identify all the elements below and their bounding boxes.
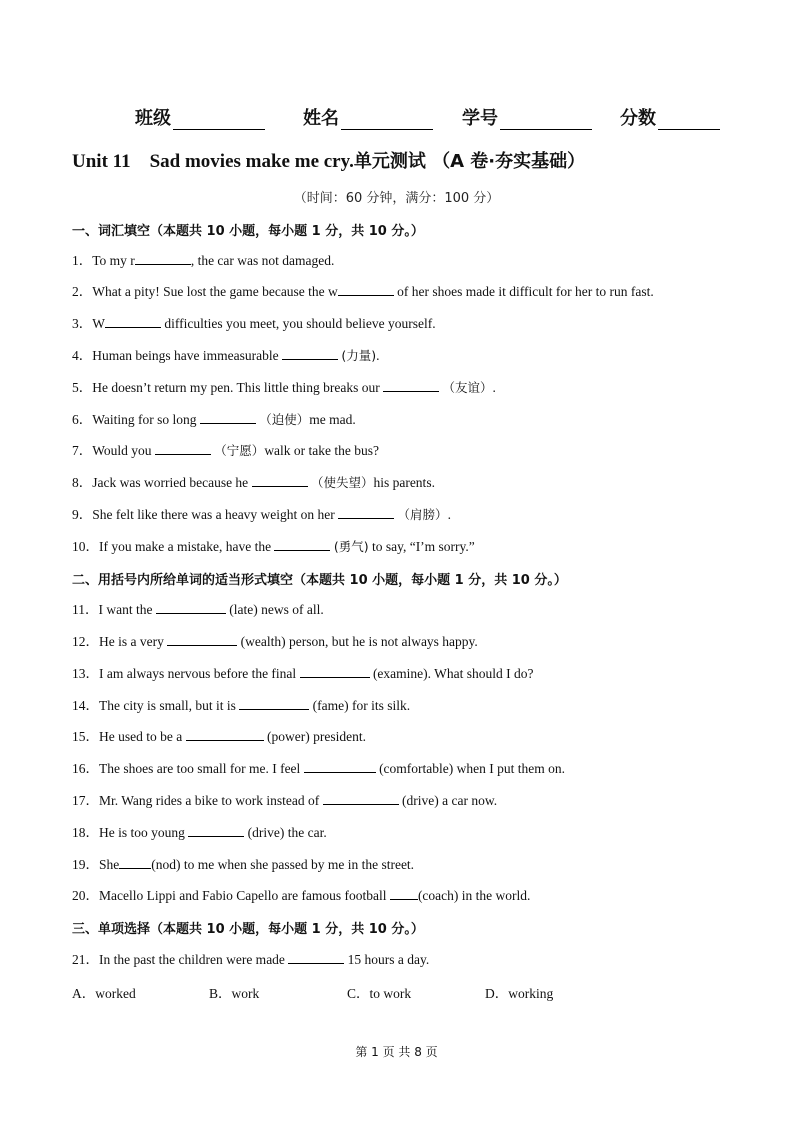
answer-blank[interactable]	[105, 314, 161, 328]
question-2: 2．What a pity! Sue lost the game because the w of her shoes made it difficult for her to run fast.	[72, 284, 654, 299]
section-2-heading: 二、用括号内所给单词的适当形式填空（本题共 10 小题，每小题 1 分，共 10 分。）	[72, 573, 567, 588]
question-21: 21．In the past the children were made 15 hours a day.	[72, 952, 430, 967]
student-id-field[interactable]	[462, 104, 592, 130]
answer-blank[interactable]	[300, 664, 370, 678]
answer-blank[interactable]	[338, 282, 394, 296]
student-id-blank[interactable]	[500, 107, 592, 130]
answer-blank[interactable]	[383, 378, 439, 392]
answer-blank[interactable]	[282, 346, 338, 360]
answer-blank[interactable]	[288, 950, 344, 964]
name-blank[interactable]	[341, 107, 433, 130]
question-12: 12．He is a very (wealth) person, but he is not always happy.	[72, 634, 478, 649]
answer-blank[interactable]	[200, 410, 256, 424]
answer-blank[interactable]	[155, 441, 211, 455]
page-title	[72, 146, 585, 173]
question-10: 10．If you make a mistake, have the (勇气) to say, “I’m sorry.”	[72, 539, 475, 554]
option-a[interactable]: A．worked	[72, 986, 136, 1001]
name-label: 姓名	[303, 108, 339, 129]
question-9: 9．She felt like there was a heavy weight on her （肩膀）.	[72, 507, 451, 522]
answer-blank[interactable]	[304, 759, 376, 773]
title-english: Unit 11 Sad movies make me cry.	[72, 151, 354, 172]
question-13: 13．I am always nervous before the final (examine). What should I do?	[72, 666, 534, 681]
question-20: 20．Macello Lippi and Fabio Capello are famous football (coach) in the world.	[72, 888, 531, 903]
class-label: 班级	[135, 108, 171, 129]
title-chinese: 单元测试 （A 卷·夯实基础）	[353, 151, 586, 172]
answer-blank[interactable]	[167, 632, 237, 646]
section-1-heading: 一、词汇填空（本题共 10 小题，每小题 1 分，共 10 分。）	[72, 224, 424, 239]
question-1: 1．To my r , the car was not damaged.	[72, 253, 335, 268]
answer-blank[interactable]	[186, 727, 264, 741]
name-field[interactable]	[303, 104, 433, 130]
score-label: 分数	[620, 108, 656, 129]
answer-blank[interactable]	[239, 696, 309, 710]
answer-blank[interactable]	[135, 251, 191, 265]
option-d[interactable]: D．working	[485, 986, 554, 1001]
question-17: 17．Mr. Wang rides a bike to work instead of (drive) a car now.	[72, 793, 498, 808]
answer-blank[interactable]	[119, 855, 151, 869]
question-14: 14．The city is small, but it is (fame) for its silk.	[72, 698, 411, 713]
question-3: 3．W difficulties you meet, you should believe yourself.	[72, 316, 436, 331]
exam-time-info: （时间：60 分钟，满分：100 分）	[293, 191, 500, 206]
question-15: 15．He used to be a (power) president.	[72, 729, 366, 744]
student-id-label: 学号	[462, 108, 498, 129]
answer-blank[interactable]	[390, 886, 418, 900]
section-3-heading: 三、单项选择（本题共 10 小题，每小题 1 分，共 10 分。）	[72, 922, 424, 937]
student-info-line	[0, 104, 793, 130]
answer-blank[interactable]	[252, 473, 308, 487]
question-5: 5．He doesn’t return my pen. This little thing breaks our （友谊）.	[72, 380, 496, 395]
page-number: 第 1 页 共 8 页	[355, 1045, 438, 1059]
answer-blank[interactable]	[156, 600, 226, 614]
class-blank[interactable]	[173, 107, 265, 130]
question-7: 7．Would you （宁愿）walk or take the bus?	[72, 443, 380, 458]
question-16: 16．The shoes are too small for me. I feel (comfortable) when I put them on.	[72, 761, 566, 776]
score-blank[interactable]	[658, 107, 720, 130]
score-field[interactable]	[620, 104, 720, 130]
class-field[interactable]	[135, 104, 265, 130]
option-b[interactable]: B．work	[209, 986, 260, 1001]
question-11: 11．I want the (late) news of all.	[72, 602, 324, 617]
question-18: 18．He is too young (drive) the car.	[72, 825, 327, 840]
answer-blank[interactable]	[323, 791, 399, 805]
question-4: 4．Human beings have immeasurable (力量).	[72, 348, 380, 363]
option-c[interactable]: C．to work	[347, 986, 412, 1001]
question-8: 8．Jack was worried because he （使失望）his parents.	[72, 475, 435, 490]
question-6: 6．Waiting for so long （迫使）me mad.	[72, 412, 356, 427]
answer-blank[interactable]	[338, 505, 394, 519]
answer-blank[interactable]	[188, 823, 244, 837]
question-19: 19．She (nod) to me when she passed by me in the street.	[72, 857, 415, 872]
answer-blank[interactable]	[274, 537, 330, 551]
